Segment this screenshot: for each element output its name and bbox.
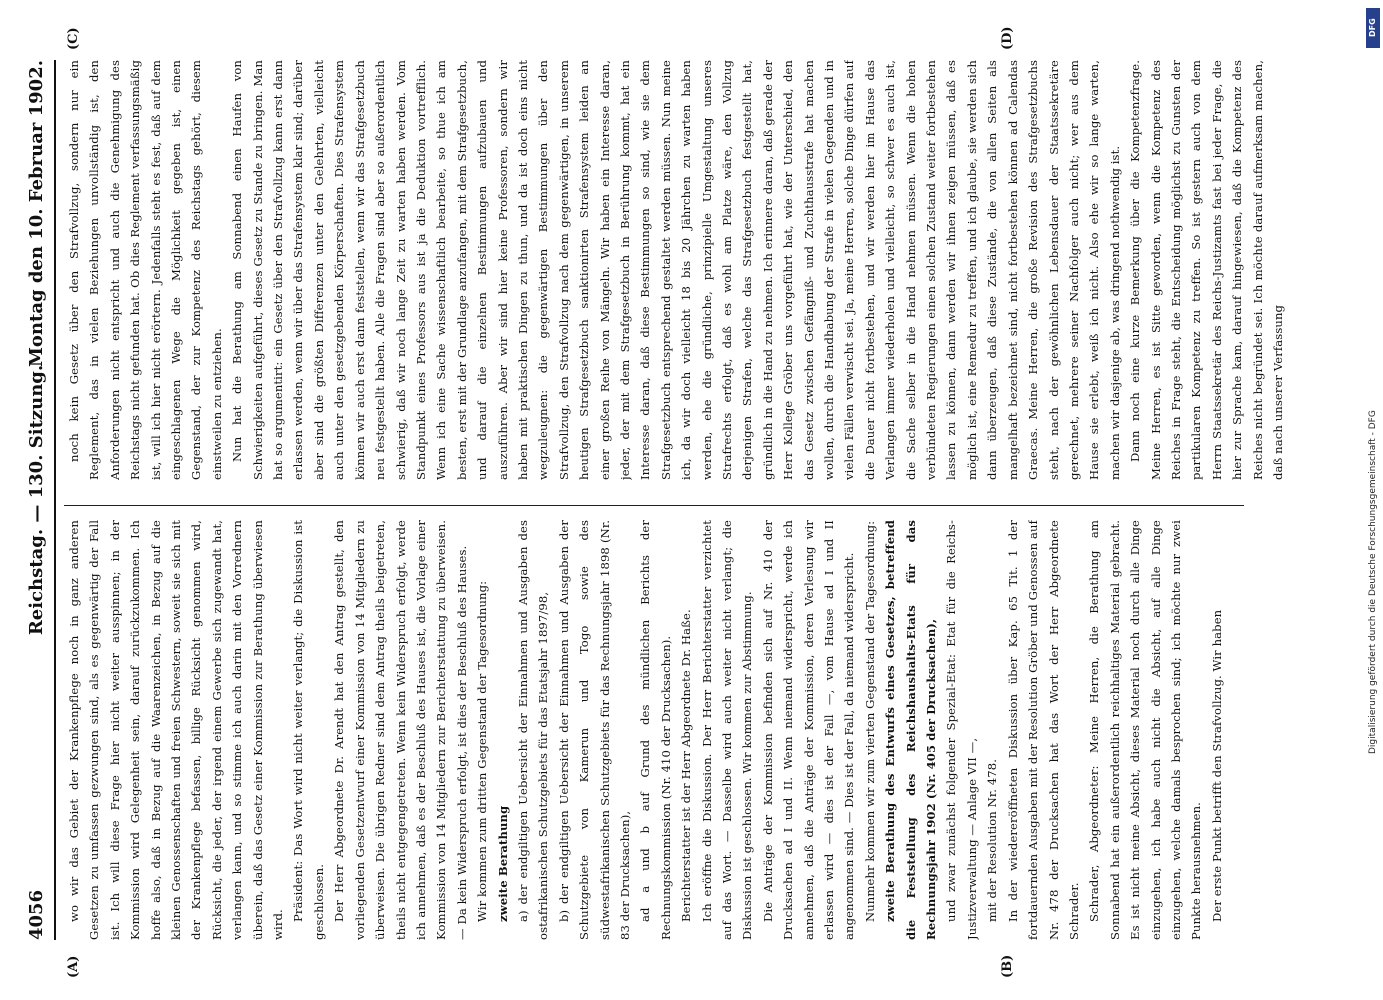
paragraph: ad a und b auf Grund des mündlichen Berichts der Rechnungskommission (Nr. 410 der Drucksachen).: [638, 520, 673, 940]
paragraph: b) der endgiltigen Uebersicht der Einnahmen und Ausgaben der Schutzgebiete von Kamerun und Togo sowie des südwestafrikanischen Schutzgebiets für das Rechnungsjahr 1898 (Nr. 83 der Drucksachen),: [556, 520, 632, 940]
paragraph: Nun hat die Berathung am Sonnabend einen Haufen von Schwierigkeiten aufgeführt, dieses Gesetz zu Stande zu bringen. Man hat so argumentirt: ein Gesetz über den Strafvollzug kann erst dann erlassen werden, wenn wir über das Strafensystem klar sind; darüber aber sind die größten Differenzen unter den Gelehrten, vielleicht auch unter den gesetzgebenden Körperschaften. Dies Strafensystem können wir auch erst dann feststellen, wenn wir das Strafgesetzbuch neu festgestellt haben. Alle die Fragen sind aber so außerordentlich schwierig, daß wir noch lange Zeit zu warten haben werden. Vom Standpunkt eines Professors aus ist ja die Deduktion vortrefflich. Wenn ich eine Sache wissenschaftlich bearbeite, so thue ich am besten, erst mit der Grundlage anzufangen, mit dem Strafgesetzbuch, und darauf die einzelnen Bestimmungen aufzubauen und auszuführen. Aber wir sind hier keine Professoren, sondern wir haben mit praktischen Dingen zu thun, und da ist doch eins nicht wegzuleugnen: die gegenwärtigen Bestimmungen über den Strafvollzug, den Strafvollzug nach dem gegenwärtigen, in unserem heutigen Strafgesetzbuch sanktionirten Strafensystem leiden an einer großen Reihe von Mängeln. Wir haben ein Interesse daran, jeder, der mit dem Strafgesetzbuch in Berührung kommt, hat ein Interesse daran, daß diese Bestimmungen so sind, wie sie dem Strafgesetzbuch entsprechend gestaltet werden müssen. Nun meine ich, da wir doch vielleicht 18 bis 20 Jährchen zu warten haben werden, ehe die gründliche, prinzipielle Umgestaltung unseres Strafrechts erfolgt, daß es wohl am Platze wäre, den Vollzug derjenigen Strafen, welche das Strafgesetzbuch festgestellt hat, gründlich in die Hand zu nehmen. Ich erinnere daran, daß gerade der Herr Kollege Gröber uns vorgeführt hat, wie der Unterschied, den das Gesetz zwischen Gefängniß- und Zuchthausstrafe hat machen wollen, durch die Handhabung der Strafe in vielen Gegenden und in vielen Fällen verwischt sei. Ja, meine Herren, solche Dinge dürfen auf die Dauer nicht fortbestehen, und wir werden hier im Hause das Verlangen immer wiederholen und vielleicht, so schwer es auch ist, die Sache selber in die Hand nehmen müssen. Wenn die hohen verbündeten Regierungen einen solchen Zustand weiter fortbestehen lassen zu können, dann werden wir ihnen zeigen müssen, daß es möglich ist, eine Remedur zu treffen, und ich glaube, sie werden sich dann überzeugen, daß diese Zustände, die von allen Seiten als mangelhaft bezeichnet sind, nicht fortbestehen können ad Calendas Graecas. Meine Herren, die große Revision des Strafgesetzbuchs steht, nach der gewöhnlichen Lebensdauer der Staatssekretäre gerechnet, mehrere seiner Nachfolger auch nicht; wer aus dem Hause sie erlebt, weiß ich nicht. Also ehe wir so lange warten, machen wir dasjenige ab, was dringend nothwendig ist.: [230, 60, 1122, 480]
paragraph: Schrader, Abgeordneter: Meine Herren, die Berathung am Sonnabend hat ein außerordentlich reichhaltiges Material gebracht. Es ist nicht meine Absicht, dieses Material noch durch alle Dinge einzugehen, ich habe auch nicht die Absicht, auf alle Dinge einzugehen, welche damals besprochen sind; ich möchte nur zwei Punkte herausnehmen.: [1087, 520, 1204, 940]
paragraph: Ich eröffne die Diskussion. Der Herr Berichterstatter verzichtet auf das Wort. — Dasselbe wird auch weiter nicht verlangt; die Diskussion ist geschlossen. Wir kommen zur Abstimmung.: [699, 520, 755, 940]
paragraph: Berichterstatter ist der Herr Abgeordnete Dr. Haße.: [679, 609, 694, 922]
header-title: Reichstag. — 130. Sitzung.: [26, 364, 47, 636]
digitization-credit: Digitalisierung gefördert durch die Deutsche Forschungsgemeinschaft - DFG: [1368, 410, 1378, 754]
paragraph: und zwar zunächst folgender Spezial-Etat: Etat für die Reichs-Justizverwaltung — Anlage VII —,: [944, 520, 979, 940]
left-column: [64, 520, 1314, 940]
digitization-strip: [1366, 8, 1382, 1000]
right-column: [64, 60, 1314, 480]
paragraph: mit der Resolution Nr. 478.: [985, 758, 1000, 922]
paragraph: Wir kommen zum dritten Gegenstand der Tagesordnung:: [475, 580, 490, 922]
page-header: [20, 60, 56, 940]
paragraph: a) der endgiltigen Uebersicht der Einnahmen und Ausgaben des ostafrikanischen Schutzgebiets für das Etatsjahr 1897/98,: [515, 520, 551, 940]
paragraph: Die Anträge der Kommission befinden sich auf Nr. 410 der Drucksachen ad I und II. Wenn niemand widerspricht, werde ich annehmen, daß die Anträge der Kommission, deren Verlesung wir erlassen wird — dies ist der Fall —, vom Hause ad I und II angenommen sind. — Dies ist der Fall, da niemand widerspricht.: [760, 520, 857, 940]
column-divider: [64, 505, 1244, 506]
header-date: Montag den 10. Februar 1902.: [26, 60, 47, 368]
paragraph: Der erste Punkt betrifft den Strafvollzug. Wir haben: [1209, 609, 1224, 922]
paragraph: noch kein Gesetz über den Strafvollzug, sondern nur ein Reglement, das in vielen Beziehungen unvollständig ist, den Anforderungen nicht entspricht und auch die Genehmigung des Reichstags nicht gefunden hat. Ob dies Reglement verfassungsmäßig ist, will ich hier nicht erörtern. Jedenfalls steht es fest, daß auf dem eingeschlagenen Wege die Möglichkeit gegeben ist, einen Gegenstand, der zur Kompetenz des Reichstags gehört, diesem einstweilen zu entziehen.: [67, 60, 224, 480]
dfg-logo: DFG: [1366, 8, 1380, 48]
agenda-heading: zweite Berathung des Entwurfs eines Gesetzes, betreffend die Feststellung des Reichshaushalts-Etats für das Rechnungsjahr 1902 (Nr. 405 der Drucksachen),: [883, 520, 939, 940]
margin-marker-d: (D): [1000, 26, 1015, 50]
paragraph: Der Herr Abgeordnete Dr. Arendt hat den Antrag gestellt, den vorliegenden Gesetzentwurf einer Kommission von 14 Mitgliedern zu überweisen. Die übrigen Redner sind dem Antrag theils beigetreten, theils nicht entgegengetreten. Wenn kein Widerspruch erfolgt, werde ich annehmen, daß es der Beschluß des Hauses ist, die Vorlage einer Kommission von 14 Mitgliedern zur Berichterstattung zu überweisen. — Da kein Widerspruch erfolgt, ist dies der Beschluß des Hauses.: [332, 520, 469, 940]
paragraph: wo wir das Gebiet der Krankenpflege noch in ganz anderen Gesetzen zu umfassen gezwungen sind, als es gegenwärtig der Fall ist. Ich will diese Frage hier nicht weiter ausspinnen; in der Kommission wird Gelegenheit sein, darauf zurückzukommen. Ich hoffe also, daß in Bezug auf die Waarenzeichen, in Bezug auf die kleinen Genossenschaften und freien Schwestern, soweit sie sich mit der Krankenpflege befassen, billige Rücksicht genommen wird, Rücksicht, die jeder, der irgend einem Gewerbe sich zugewandt hat, verlangen kann, und so stimme ich auch darin mit den Vorrednern überein, daß das Gesetz einer Kommission zur Berathung überwiesen wird.: [67, 520, 286, 940]
paragraph: Präsident: Das Wort wird nicht weiter verlangt; die Diskussion ist geschlossen.: [291, 520, 326, 940]
margin-marker-c: (C): [66, 27, 81, 50]
paragraph: Dann noch eine kurze Bemerkung über die Kompetenzfrage. Meine Herren, es ist Sitte geworden, wenn die Kompetenz des Reiches in Frage steht, die Entscheidung möglichst zu Gunsten der partikularen Kompetenz zu treffen. So ist gestern auch von dem Herrn Staatssekretär des Reichs-Justizamts fast bei jeder Frage, die hier zur Sprache kam, darauf hingewiesen, daß die Kompetenz des Reiches nicht begründet sei. Ich möchte darauf aufmerksam machen, daß nach unserer Verfassung: [1128, 60, 1285, 480]
agenda-heading: zweite Berathung: [495, 805, 510, 922]
paragraph: In der wiedereröffneten Diskussion über Kap. 65 Tit. 1 der fortdauernden Ausgaben mit der Resolution Gröber und Genossen auf Nr. 478 der Drucksachen hat das Wort der Herr Abgeordnete Schrader.: [1005, 520, 1081, 940]
paragraph: Nunmehr kommen wir zum vierten Gegenstand der Tagesordnung:: [862, 520, 877, 922]
margin-marker-b: (B): [1000, 954, 1015, 978]
page-number: 4056: [26, 889, 47, 940]
margin-marker-a: (A): [66, 955, 81, 978]
